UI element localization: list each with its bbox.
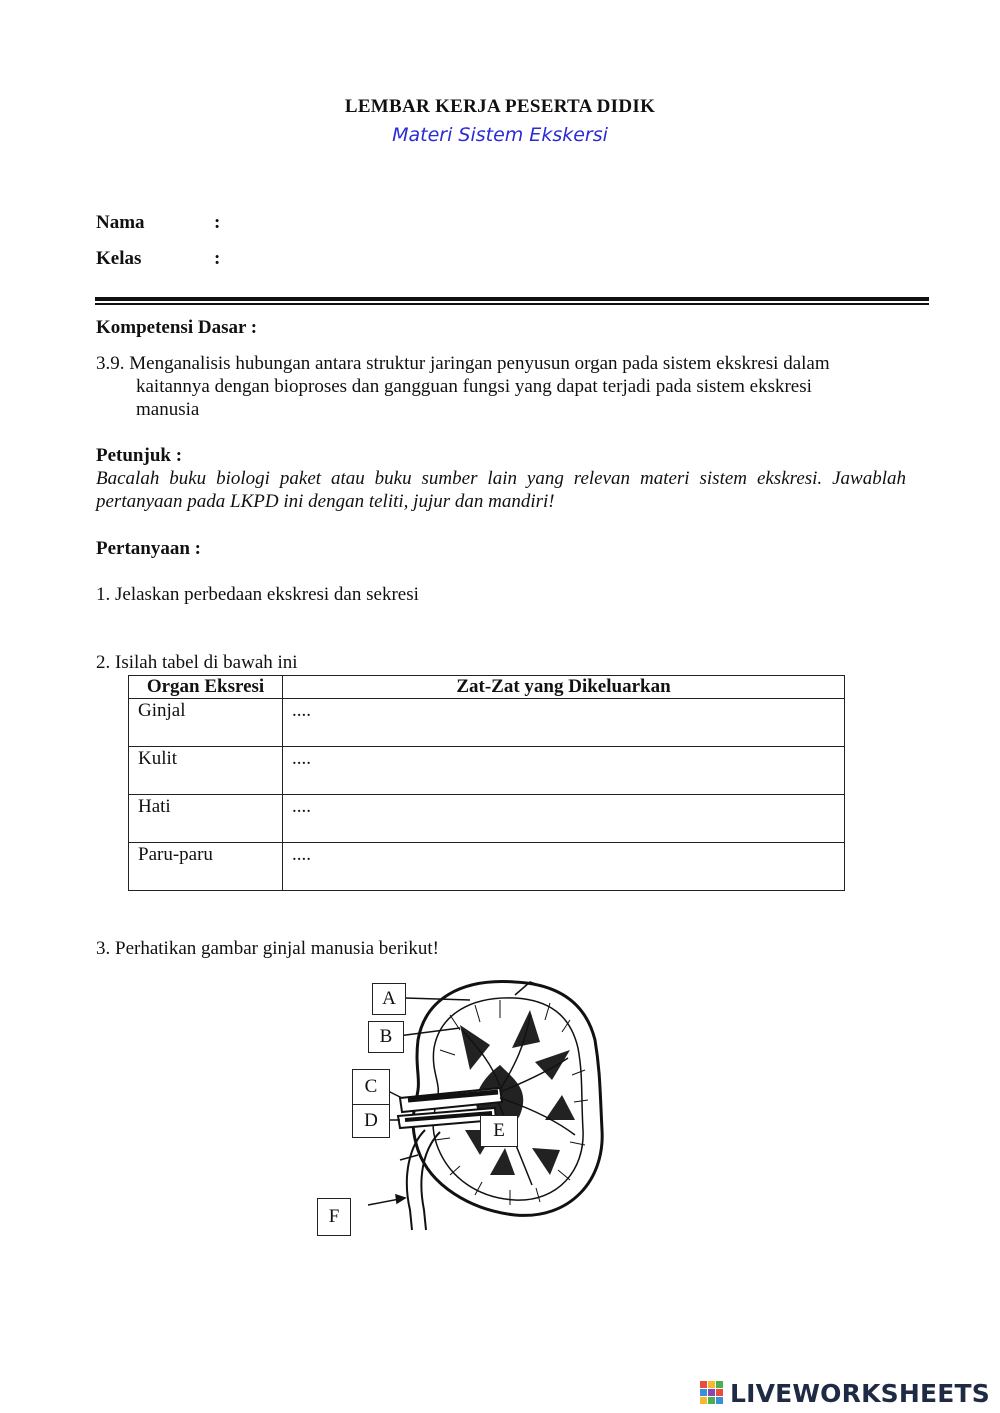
organ-cell: Kulit — [129, 747, 283, 795]
kompetensi-line-1: 3.9. Menganalisis hubungan antara struktur jaringan penyusun organ pada sistem ekskresi dalam — [96, 353, 830, 374]
diagram-label-e: E — [480, 1115, 518, 1147]
answer-cell[interactable]: .... — [283, 747, 845, 795]
organ-cell: Ginjal — [129, 699, 283, 747]
question-3: 3. Perhatikan gambar ginjal manusia berikut! — [96, 938, 439, 959]
organ-cell: Paru-paru — [129, 843, 283, 891]
table-header-zat: Zat-Zat yang Dikeluarkan — [283, 676, 845, 699]
page-title: LEMBAR KERJA PESERTA DIDIK — [344, 96, 656, 117]
answer-cell[interactable]: .... — [283, 699, 845, 747]
petunjuk-heading: Petunjuk : — [96, 445, 183, 466]
liveworksheets-logo — [700, 1380, 990, 1406]
organ-cell: Hati — [129, 795, 283, 843]
pertanyaan-heading: Pertanyaan : — [96, 538, 202, 559]
nama-colon: : — [214, 212, 221, 233]
kelas-colon: : — [214, 248, 221, 269]
diagram-label-d: D — [352, 1104, 390, 1138]
table-row — [129, 843, 845, 891]
liveworksheets-logo-text: LIVEWORKSHEETS — [729, 1378, 990, 1408]
diagram-label-b: B — [368, 1021, 404, 1053]
petunjuk-text: Bacalah buku biologi paket atau buku sumber lain yang relevan materi sistem ekskresi. Jawablah pertanyaan pada LKPD ini dengan teliti, jujur dan mandiri! — [96, 468, 906, 512]
diagram-label-a: A — [372, 983, 406, 1015]
header-divider-thick — [95, 297, 929, 301]
liveworksheets-logo-icon — [700, 1381, 724, 1405]
table-header-organ: Organ Eksresi — [129, 676, 283, 699]
table-row — [129, 795, 845, 843]
header-divider-thin — [95, 303, 929, 305]
table-row — [129, 699, 845, 747]
question-2: 2. Isilah tabel di bawah ini — [96, 652, 298, 673]
diagram-label-f: F — [317, 1198, 351, 1236]
kompetensi-line-3: manusia — [136, 399, 200, 420]
question-1: 1. Jelaskan perbedaan ekskresi dan sekresi — [96, 584, 419, 605]
table-header-row — [129, 676, 845, 699]
kelas-label: Kelas — [96, 248, 142, 269]
kompetensi-text — [96, 352, 896, 421]
diagram-label-c: C — [352, 1069, 390, 1105]
kompetensi-line-2: kaitannya dengan bioproses dan gangguan fungsi yang dapat terjadi pada sistem ekskresi — [136, 376, 812, 397]
kompetensi-heading: Kompetensi Dasar : — [96, 317, 258, 338]
table-row — [129, 747, 845, 795]
nama-label: Nama — [96, 212, 145, 233]
organ-table — [128, 675, 845, 891]
answer-cell[interactable]: .... — [283, 795, 845, 843]
page-subtitle: Materi Sistem Ekskersi — [392, 124, 608, 146]
answer-cell[interactable]: .... — [283, 843, 845, 891]
